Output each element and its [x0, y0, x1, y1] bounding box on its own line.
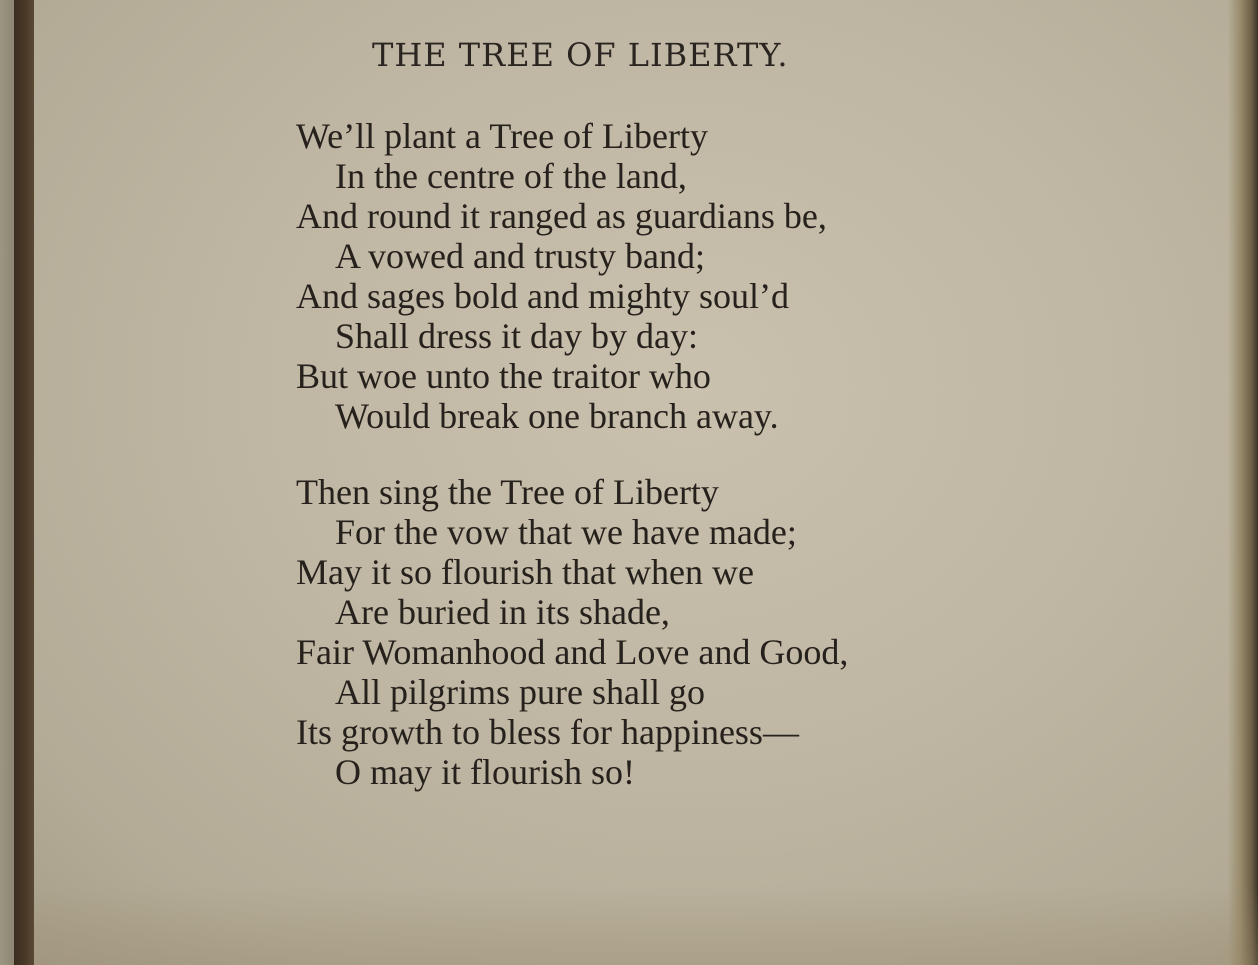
- poem-line: O may it flourish so!: [335, 752, 635, 792]
- book-binding: [14, 0, 34, 965]
- poem-line: May it so flourish that when we: [296, 552, 754, 592]
- poem-body: [296, 116, 848, 792]
- stanza-2: [296, 472, 848, 792]
- stanza-1: [296, 116, 848, 436]
- poem-line: In the centre of the land,: [335, 156, 687, 196]
- page-edge-shadow: [1228, 0, 1258, 965]
- poem-line: And sages bold and mighty soul’d: [296, 276, 789, 316]
- poem-line: And round it ranged as guardians be,: [296, 196, 827, 236]
- page-gutter: [0, 0, 14, 965]
- poem-line: We’ll plant a Tree of Liberty: [296, 116, 708, 156]
- poem-line: Shall dress it day by day:: [335, 316, 698, 356]
- page-bottom-shade: [34, 885, 1258, 965]
- poem-line: Are buried in its shade,: [335, 592, 670, 632]
- poem-line: Fair Womanhood and Love and Good,: [296, 632, 849, 672]
- poem-line: All pilgrims pure shall go: [335, 672, 705, 712]
- poem-line: For the vow that we have made;: [335, 512, 797, 552]
- poem-title: THE TREE OF LIBERTY.: [372, 36, 789, 74]
- poem-line: Then sing the Tree of Liberty: [296, 472, 719, 512]
- poem-line: Its growth to bless for happiness—: [296, 712, 799, 752]
- poem-line: Would break one branch away.: [335, 396, 779, 436]
- poem-line: A vowed and trusty band;: [335, 236, 705, 276]
- poem-line: But woe unto the traitor who: [296, 356, 711, 396]
